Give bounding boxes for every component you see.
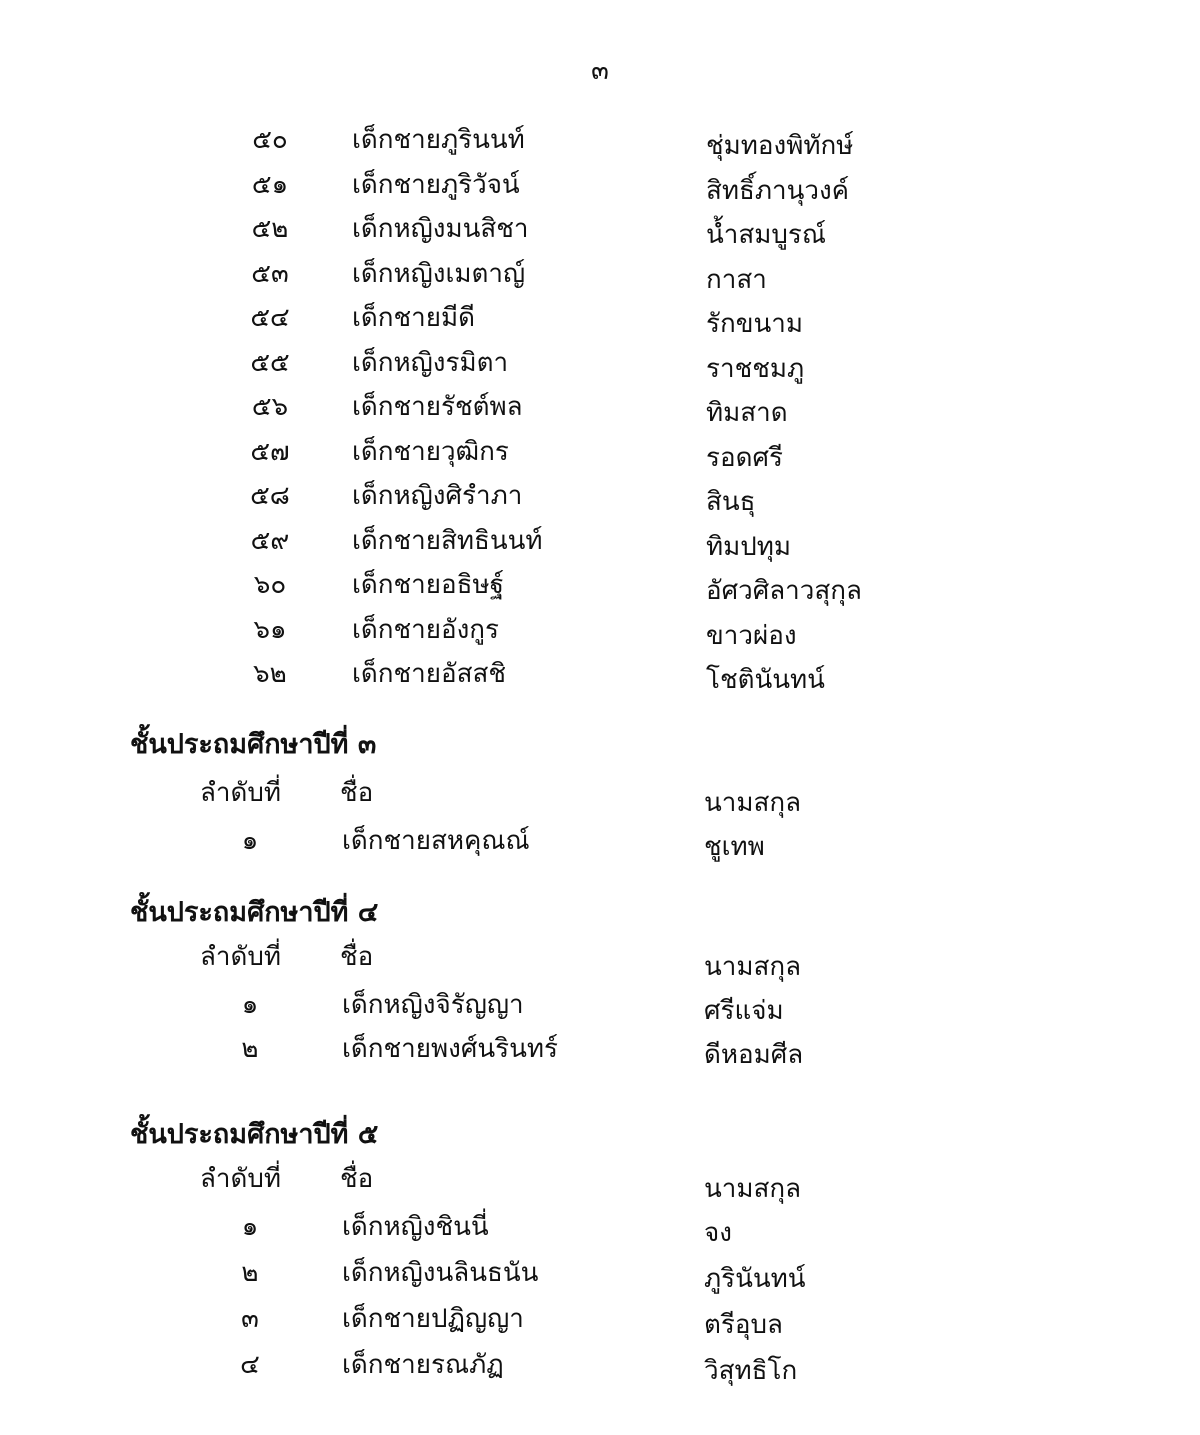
header-name: ชื่อ: [340, 1164, 374, 1194]
row-number: ๓: [241, 1304, 259, 1334]
column-headers: [0, 936, 1200, 986]
student-row: [0, 1252, 1200, 1296]
student-first-name: เด็กหญิงรมิตา: [352, 347, 509, 378]
row-number: ๕๕: [250, 347, 290, 378]
header-surname: นามสกุล: [704, 788, 802, 818]
student-row: [0, 1344, 1200, 1388]
row-number: ๔: [240, 1350, 260, 1380]
header-number: ลำดับที่: [200, 778, 282, 808]
student-first-name: เด็กหญิงจิรัญญา: [342, 990, 524, 1020]
student-first-name: เด็กหญิงเมตาญ์: [352, 258, 526, 289]
student-first-name: เด็กชายภูริวัจน์: [352, 169, 520, 200]
student-surname: รักขนาม: [706, 309, 803, 339]
row-number: ๖๐: [253, 570, 287, 600]
student-row: [0, 163, 1200, 208]
student-surname: จง: [704, 1218, 732, 1248]
student-first-name: เด็กชายรณภัฏ: [342, 1350, 504, 1380]
row-number: ๒: [241, 1034, 259, 1064]
grade2-continued-list: [0, 118, 1200, 697]
row-number: ๑: [241, 990, 259, 1020]
row-number: ๑: [241, 1212, 259, 1242]
section-title: ชั้นประถมศึกษาปีที่ ๕: [130, 1119, 379, 1150]
student-surname: โชตินันทน์: [706, 665, 825, 695]
student-first-name: เด็กหญิงชินนี่: [342, 1212, 489, 1242]
student-first-name: เด็กชายอังกูร: [352, 614, 500, 645]
student-surname: ชุ่มทองพิทักษ์: [706, 131, 854, 161]
row-number: ๑: [241, 826, 259, 856]
student-first-name: เด็กชายมีดี: [352, 303, 476, 333]
student-row: [0, 118, 1200, 163]
student-surname: ทิมปทุม: [706, 531, 792, 562]
row-number: ๕๑: [251, 169, 289, 200]
header-number: ลำดับที่: [200, 1164, 282, 1194]
page-number: ๓: [591, 56, 609, 86]
student-row: [0, 1298, 1200, 1342]
header-name: ชื่อ: [340, 942, 374, 972]
row-number: ๕๙: [250, 525, 290, 556]
student-surname: ราชชมภู: [706, 353, 805, 384]
student-first-name: เด็กหญิงมนสิชา: [352, 214, 529, 244]
student-surname: กาสา: [706, 264, 767, 295]
row-number: ๒: [241, 1258, 259, 1288]
student-row: [0, 430, 1200, 475]
student-first-name: เด็กชายวุฒิกร: [352, 436, 509, 467]
student-row: [0, 608, 1200, 653]
student-row: [0, 341, 1200, 386]
student-surname: ชูเทพ: [704, 832, 765, 862]
row-number: ๕๒: [251, 214, 289, 244]
header-surname: นามสกุล: [704, 1174, 802, 1204]
row-number: ๖๒: [253, 659, 287, 689]
student-surname: ดีหอมศีล: [704, 1040, 804, 1070]
student-row: [0, 1028, 1200, 1072]
student-first-name: เด็กชายภูรินนท์: [352, 125, 525, 155]
student-row: [0, 652, 1200, 697]
student-row: [0, 296, 1200, 341]
student-surname: ศรีแจ่ม: [704, 996, 784, 1026]
student-surname: สิทธิ์ภานุวงค์: [706, 175, 850, 206]
header-name: ชื่อ: [340, 778, 374, 808]
student-surname: ตรีอุบล: [704, 1310, 783, 1340]
student-surname: สินธุ: [706, 487, 756, 517]
row-number: ๕๔: [250, 303, 290, 333]
student-row: [0, 207, 1200, 252]
student-row: [0, 563, 1200, 608]
student-first-name: เด็กชายรัชต์พล: [352, 392, 523, 422]
student-surname: รอดศรี: [706, 442, 783, 473]
column-headers: [0, 772, 1200, 822]
student-surname: วิสุทธิโก: [704, 1356, 798, 1386]
student-first-name: เด็กชายสิทธินนท์: [352, 525, 543, 556]
column-headers: [0, 1158, 1200, 1208]
student-row: [0, 820, 1200, 864]
student-surname: ทิมสาด: [706, 398, 788, 428]
student-first-name: เด็กหญิงนลินธนัน: [342, 1258, 539, 1288]
student-row: [0, 1206, 1200, 1250]
student-first-name: เด็กชายพงศ์นรินทร์: [342, 1034, 558, 1064]
student-first-name: เด็กชายปฏิญญา: [342, 1304, 524, 1334]
row-number: ๕๓: [251, 258, 289, 289]
header-surname: นามสกุล: [704, 952, 802, 982]
student-row: [0, 474, 1200, 519]
student-first-name: เด็กหญิงศิรำภา: [352, 481, 523, 511]
student-first-name: เด็กชายสหคุณณ์: [342, 826, 530, 856]
student-first-name: เด็กชายอธิษฐ์: [352, 570, 504, 600]
student-row: [0, 252, 1200, 297]
student-row: [0, 519, 1200, 564]
row-number: ๖๑: [253, 614, 287, 645]
header-number: ลำดับที่: [200, 942, 282, 972]
section-title: ชั้นประถมศึกษาปีที่ ๔: [130, 897, 379, 928]
row-number: ๕๘: [250, 481, 290, 511]
row-number: ๕๖: [251, 392, 289, 422]
student-row: [0, 984, 1200, 1028]
student-surname: อัศวศิลาวสุกุล: [706, 576, 862, 606]
student-surname: ภูรินันทน์: [704, 1264, 806, 1294]
section-title: ชั้นประถมศึกษาปีที่ ๓: [130, 729, 377, 760]
student-first-name: เด็กชายอัสสชิ: [352, 659, 506, 689]
row-number: ๕๐: [252, 125, 288, 155]
student-row: [0, 385, 1200, 430]
student-surname: ขาวผ่อง: [706, 620, 797, 651]
student-surname: น้ำสมบูรณ์: [706, 220, 826, 250]
row-number: ๕๗: [250, 436, 290, 467]
